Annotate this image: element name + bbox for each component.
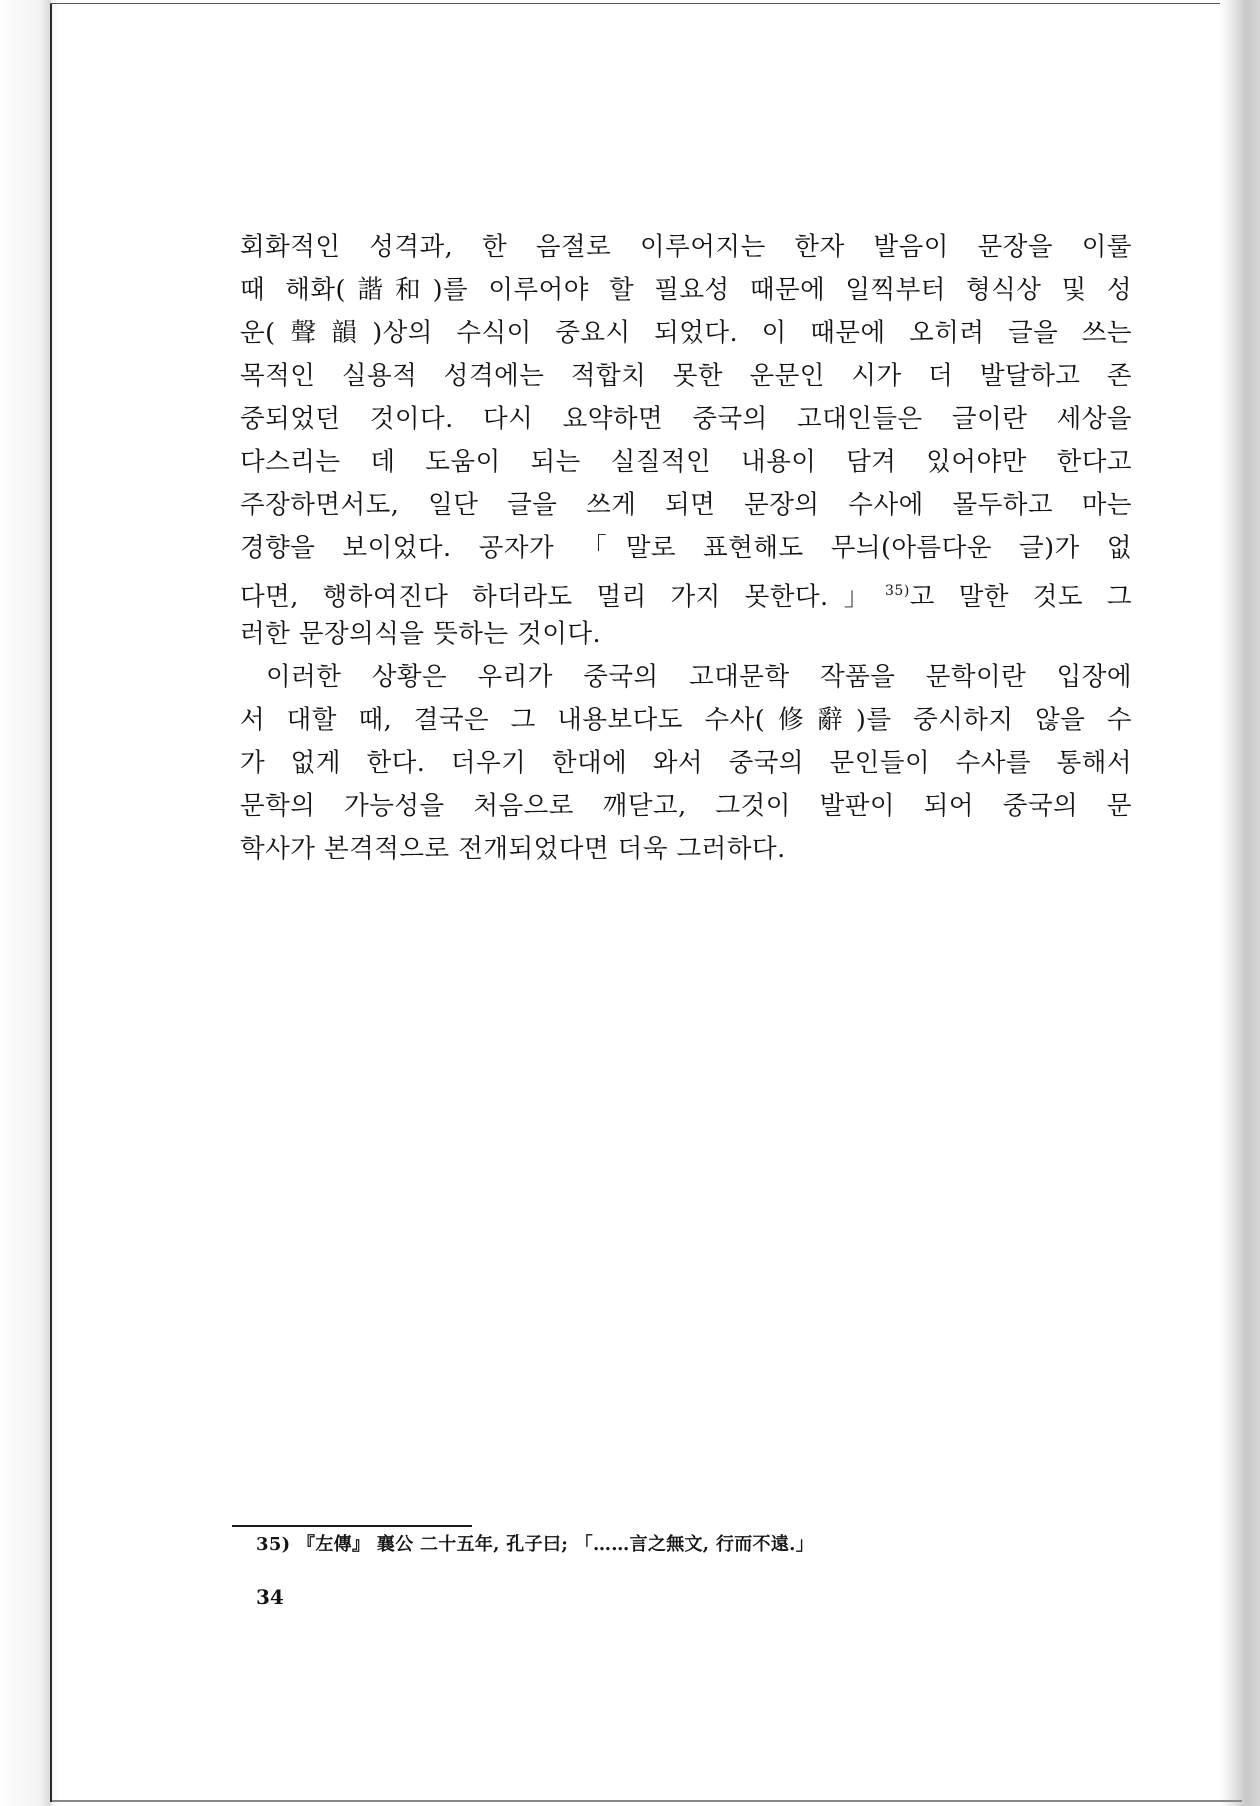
body-line: 다스리는 데 도움이 되는 실질적인 내용이 담겨 있어야만 한다고 — [240, 447, 1132, 477]
page-left-border — [50, 4, 52, 1802]
footnote-divider — [232, 1525, 472, 1527]
body-line: 주장하면서도, 일단 글을 쓰게 되면 문장의 수사에 몰두하고 마는 — [240, 490, 1132, 520]
body-line: 중되었던 것이다. 다시 요약하면 중국의 고대인들은 글이란 세상을 — [240, 404, 1132, 434]
body-line: 운(聲韻)상의 수식이 중요시 되었다. 이 때문에 오히려 글을 쓰는 — [240, 318, 1132, 348]
page-right-shadow — [1220, 0, 1260, 1806]
body-line: 가 없게 한다. 더우기 한대에 와서 중국의 문인들이 수사를 통해서 — [240, 748, 1132, 778]
body-line-with-footnote — [240, 570, 1132, 613]
body-line-segment: 고 말한 것도 그 — [909, 582, 1132, 612]
body-line: 러한 문장의식을 뜻하는 것이다. — [240, 619, 602, 649]
body-line: 학사가 본격적으로 전개되었다면 더욱 그러하다. — [240, 834, 786, 864]
footnote-reference: 35) — [885, 583, 910, 599]
footnote: 35) 『左傳』 襄公 二十五年, 孔子曰; 「……言之無文, 行而不遠.」 — [256, 1534, 815, 1555]
body-line: 서 대할 때, 결국은 그 내용보다도 수사(修辭)를 중시하지 않을 수 — [240, 705, 1132, 735]
book-page — [62, 0, 1222, 1806]
book-spine-edge — [0, 0, 62, 1806]
body-line: 경향을 보이었다. 공자가 「말로 표현해도 무늬(아름다운 글)가 없 — [240, 533, 1132, 563]
body-text — [240, 226, 1132, 871]
page-number: 34 — [256, 1585, 284, 1609]
body-line: 때 해화(諧和)를 이루어야 할 필요성 때문에 일찍부터 형식상 및 성 — [240, 275, 1132, 305]
body-line: 목적인 실용적 성격에는 적합치 못한 운문인 시가 더 발달하고 존 — [240, 361, 1132, 391]
body-line: 회화적인 성격과, 한 음절로 이루어지는 한자 발음이 문장을 이룰 — [240, 232, 1132, 262]
body-line-segment: 다면, 행하여진다 하더라도 멀리 가지 못한다.」 — [240, 582, 886, 612]
body-line: 문학의 가능성을 처음으로 깨닫고, 그것이 발판이 되어 중국의 문 — [240, 791, 1132, 821]
body-line: 이러한 상황은 우리가 중국의 고대문학 작품을 문학이란 입장에 — [266, 662, 1132, 692]
